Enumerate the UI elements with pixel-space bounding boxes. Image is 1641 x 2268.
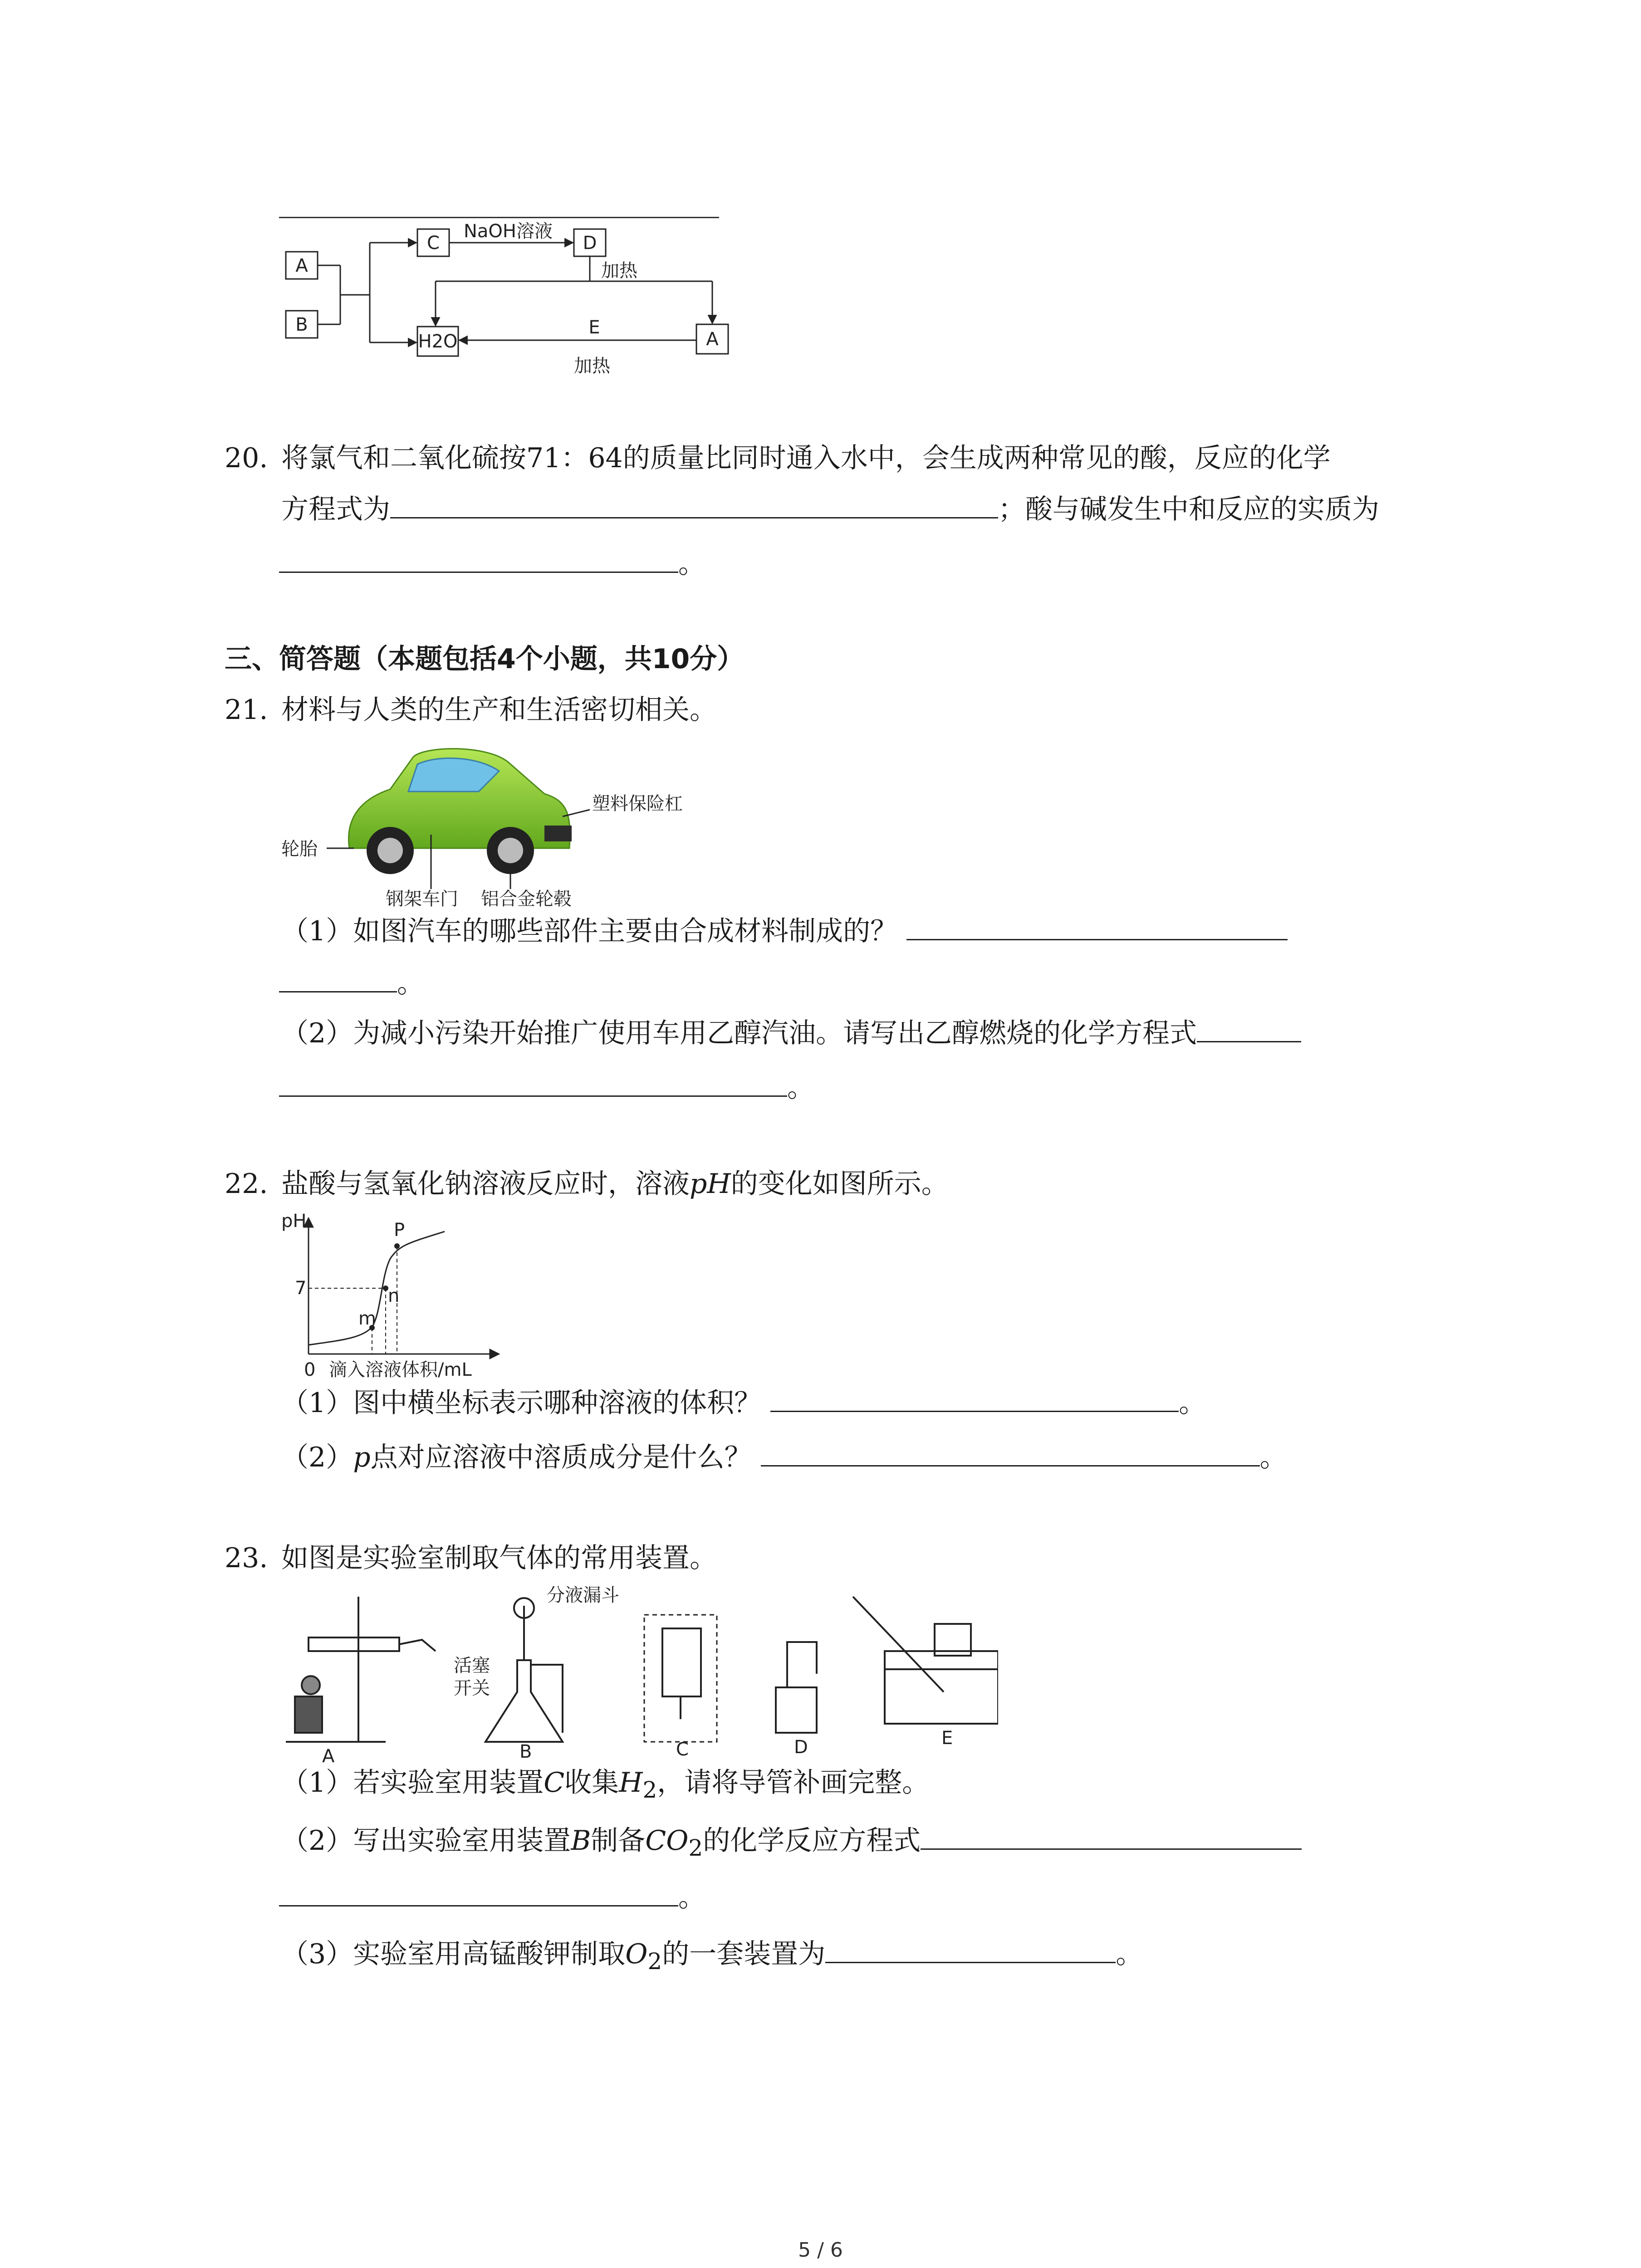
q22-sub2-a: （2） [281, 1442, 353, 1473]
q23-sub2-line2 [279, 1878, 705, 1916]
q20-answer-blank-2[interactable] [279, 544, 678, 573]
apparatus-valve-label-1: 活塞 [454, 1655, 490, 1676]
q23-sub1 [281, 1765, 929, 1808]
q20-end: 。 [678, 548, 705, 580]
q22-stem-a: 盐酸与氢氧化钠溶液反应时，溶液 [281, 1168, 690, 1200]
edge-heat-label: 加热 [574, 356, 610, 376]
q23-sub2 [281, 1821, 1302, 1866]
q20-answer-blank-1[interactable] [390, 490, 998, 518]
q21-number: 21. [225, 694, 268, 726]
q22-sub2-b: 点对应溶液中溶质成分是什么？ [370, 1442, 752, 1473]
graph-xlabel: 滴入溶液体积/mL [329, 1359, 472, 1380]
q23-sub3-a: （3）实验室用高锰酸钾制取 [281, 1938, 626, 1970]
apparatus-c-label: C [676, 1739, 689, 1760]
graph-label-m: m [358, 1308, 376, 1329]
q23-sub2-blank-2[interactable] [279, 1878, 678, 1906]
q23-sub2-a: （2）写出实验室用装置 [281, 1825, 571, 1857]
label-door: 钢架车门 [386, 889, 458, 909]
q21-sub2 [281, 1014, 1301, 1051]
q22-sub1-text: （1）图中横坐标表示哪种溶液的体积？ [281, 1387, 762, 1419]
q22-sub2 [281, 1438, 1287, 1476]
q21-sub2-blank-2[interactable] [279, 1068, 787, 1097]
apparatus-figure [272, 1583, 998, 1765]
page-number: 5 / 6 [798, 2239, 843, 2262]
graph-y7: 7 [295, 1278, 307, 1299]
q23-sub3 [281, 1935, 1143, 1980]
q20-number: 20. [225, 442, 268, 474]
q21-stem: 材料与人类的生产和生活密切相关。 [281, 694, 717, 726]
apparatus-valve-label-2: 开关 [454, 1678, 490, 1699]
q20-line3 [279, 544, 705, 582]
q22-sub2-end: 。 [1259, 1442, 1287, 1473]
q22-sub2-p: p [353, 1442, 371, 1473]
q23-sub3-2: 2 [647, 1948, 662, 1975]
q23-sub1-h: H [619, 1767, 643, 1799]
q22-sub2-blank[interactable] [761, 1438, 1260, 1466]
q23-sub2-bb: B [571, 1825, 591, 1857]
ph-graph [272, 1209, 508, 1381]
q23-sub2-c: 的化学反应方程式 [703, 1825, 921, 1857]
q22-number: 22. [225, 1168, 268, 1200]
q22-sub1-blank[interactable] [770, 1383, 1179, 1412]
edge-c-d-label: NaOH溶液 [464, 221, 553, 242]
q21-sub1-line2 [279, 964, 424, 1002]
q22-sub1 [281, 1383, 1206, 1421]
q23-sub2-blank[interactable] [921, 1821, 1302, 1850]
q23-sub2-2: 2 [688, 1835, 703, 1861]
q23-sub3-o: O [625, 1938, 648, 1970]
q21-sub1-end: 。 [397, 968, 424, 999]
q20-mid: ；酸与碱发生中和反应的实质为 [998, 494, 1379, 525]
q20-line2 [281, 490, 1379, 528]
q21-sub2-line2 [279, 1068, 814, 1106]
graph-label-n: n [388, 1286, 400, 1306]
q23-sub1-c: C [544, 1767, 565, 1799]
q23-sub3-end: 。 [1116, 1938, 1143, 1970]
graph-origin: 0 [304, 1359, 316, 1380]
car-bumper [544, 826, 572, 841]
graph-label-p: P [394, 1220, 405, 1241]
box-b-label: B [295, 314, 308, 335]
q21-sub1-text: （1）如图汽车的哪些部件主要由合成材料制成的？ [281, 915, 898, 947]
apparatus-b-label: B [519, 1741, 532, 1762]
q23-sub1-2: 2 [642, 1777, 657, 1803]
label-bumper: 塑料保险杠 [592, 793, 683, 814]
q22-stem [281, 1166, 949, 1202]
q23-number: 23. [225, 1542, 268, 1574]
q22-stem-ph: pH [690, 1168, 731, 1200]
edge-e-label: E [588, 317, 600, 338]
graph-ylabel: pH [281, 1211, 307, 1232]
q23-sub1-b: 收集 [564, 1767, 619, 1799]
q21-sub2-text: （2）为减小污染开始推广使用车用乙醇汽油。请写出乙醇燃烧的化学方程式 [281, 1017, 1197, 1049]
q23-sub2-b: 制备 [591, 1825, 646, 1857]
apparatus-e-label: E [941, 1728, 953, 1749]
box-a2-label: A [706, 329, 719, 350]
label-wheel: 铝合金轮毂 [481, 889, 572, 909]
q20-line1: 将氯气和二氧化硫按71：64的质量比同时通入水中，会生成两种常见的酸，反应的化学 [281, 442, 1331, 474]
label-tire: 轮胎 [281, 839, 318, 860]
flow-diagram [272, 220, 749, 383]
apparatus-d-label: D [794, 1737, 808, 1758]
car-illustration [272, 735, 690, 916]
q21-sub1 [281, 912, 1288, 949]
apparatus-a-label: A [322, 1746, 335, 1765]
q23-sub2-co: CO [645, 1825, 689, 1857]
q23-sub2-end: 。 [678, 1882, 705, 1913]
q21-sub1-blank-2[interactable] [279, 964, 397, 992]
box-d-label: D [583, 233, 597, 254]
q23-sub3-blank[interactable] [825, 1935, 1116, 1963]
section-3-title: 三、简答题（本题包括4个小题，共10分） [225, 643, 745, 675]
box-h2o-label: H2O [418, 331, 458, 352]
top-rule [279, 217, 719, 218]
q21-sub2-blank[interactable] [1197, 1014, 1301, 1042]
point-p [394, 1243, 400, 1249]
q23-sub3-b: 的一套装置为 [662, 1938, 826, 1970]
q22-stem-b: 的变化如图所示。 [730, 1168, 949, 1200]
box-a1-label: A [295, 255, 308, 276]
q22-sub1-end: 。 [1179, 1387, 1206, 1419]
box-c-label: C [427, 233, 440, 254]
apparatus-funnel-label: 分液漏斗 [547, 1585, 619, 1606]
q21-sub2-end: 。 [787, 1072, 814, 1104]
edge-d-a-label: 加热 [601, 260, 637, 281]
q20-prefix: 方程式为 [281, 494, 390, 525]
q21-sub1-blank[interactable] [906, 912, 1288, 940]
q23-sub1-end: ，请将导管补画完整。 [657, 1767, 930, 1799]
q23-stem: 如图是实验室制取气体的常用装置。 [281, 1542, 717, 1574]
q23-sub1-a: （1）若实验室用装置 [281, 1767, 544, 1799]
